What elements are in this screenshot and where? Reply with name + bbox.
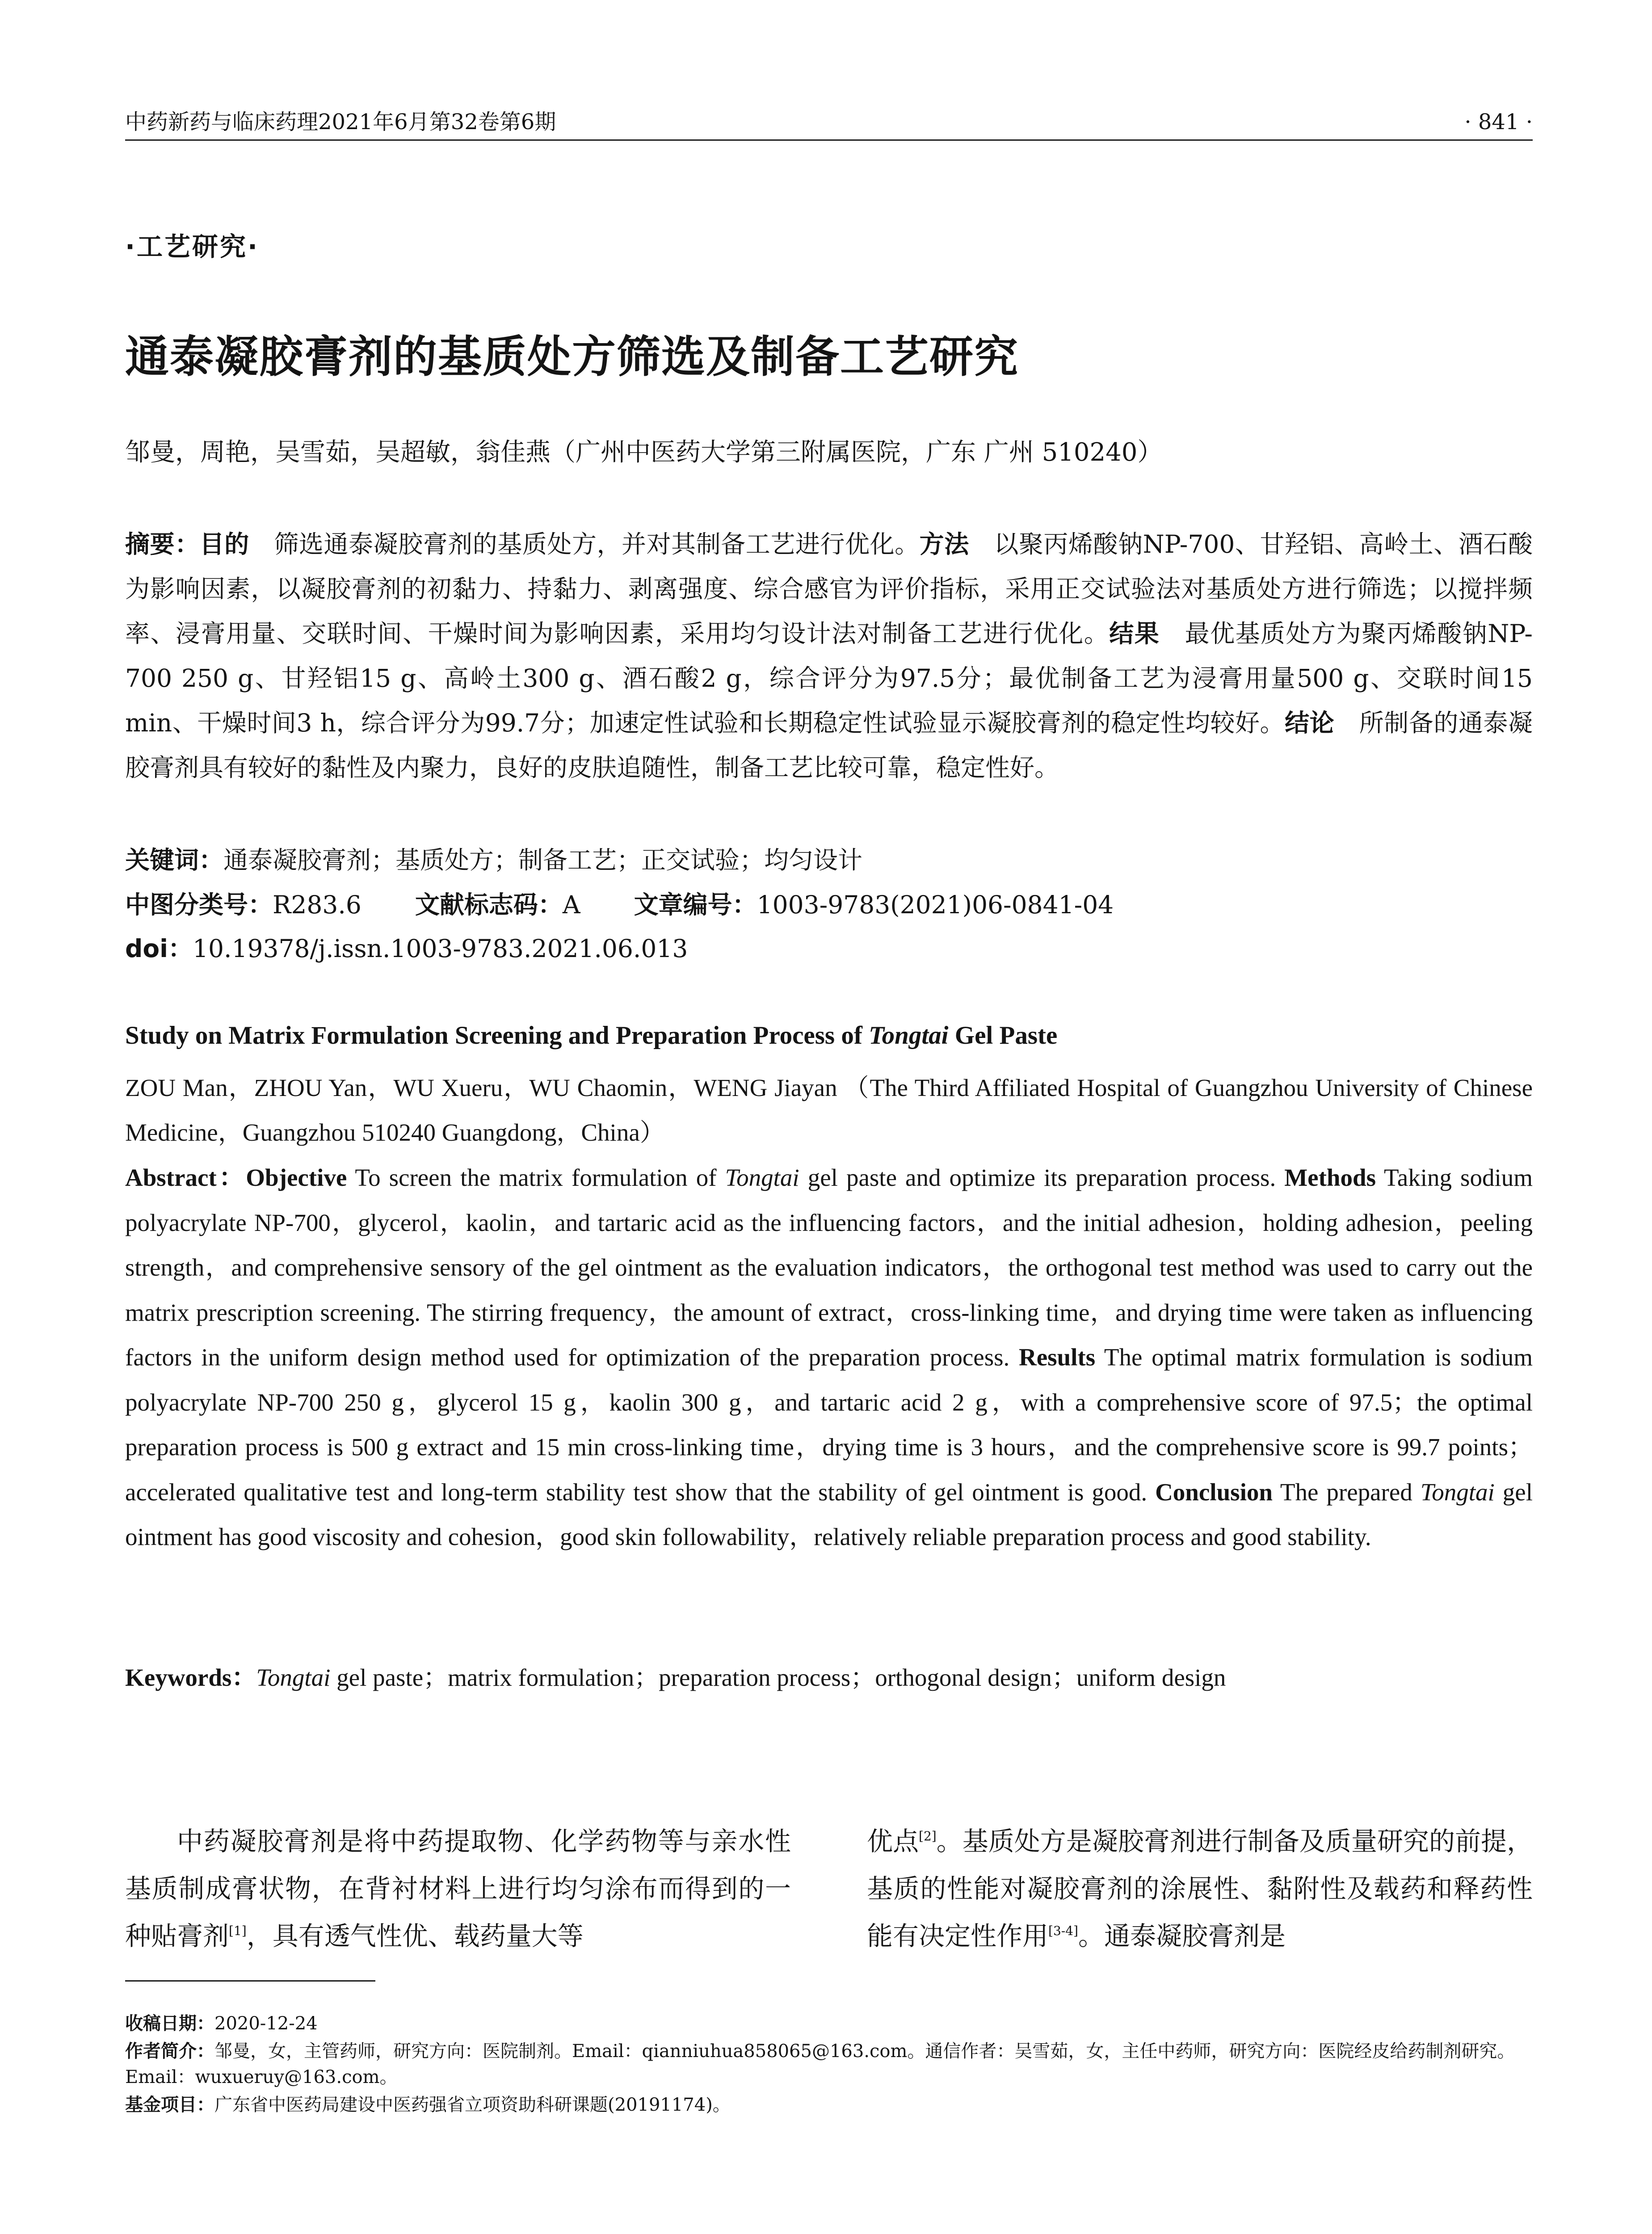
article-no-value: 1003-9783(2021)06-0841-04	[757, 890, 1114, 919]
methods-en-label: Methods	[1284, 1164, 1376, 1191]
methods-en-text: Taking sodium polyacrylate NP-700，glycerol，kaolin，and tartaric acid as the influencing factors，and the initial adhesion，holding adhesion，peeling strength，and comprehensive sensory of the gel ointment as the evaluation indicators，the orthogonal test method was used to carry out the matrix prescription screening. The stirring frequency，the amount of extract，cross-linking time，and drying time were taken as influencing factors in the uniform design method used for optimization of the preparation process.	[125, 1164, 1533, 1371]
doc-code-label: 文献标志码：	[415, 890, 563, 919]
keywords-en-italic: Tongtai	[256, 1664, 331, 1691]
results-label: 结果	[1109, 619, 1160, 648]
methods-label: 方法	[919, 530, 969, 558]
classification-line	[125, 885, 1114, 925]
keywords-en-text: gel paste；matrix formulation；preparation process；orthogonal design；uniform design	[330, 1664, 1226, 1691]
conclusion-label: 结论	[1285, 709, 1335, 737]
received-note	[125, 2011, 1533, 2037]
received-date: 2020-12-24	[214, 2013, 318, 2034]
conclusion-en-label: Conclusion	[1155, 1478, 1273, 1506]
body-column-right	[867, 1818, 1533, 1960]
journal-page	[125, 0, 1533, 2234]
objective-en-label: Objective	[246, 1164, 347, 1191]
methods-text: 以聚丙烯酸钠NP-700、甘羟铝、高岭土、酒石酸为影响因素，以凝胶膏剂的初黏力、持黏力、剥离强度、综合感官为评价指标，采用正交试验法对基质处方进行筛选；以搅拌频率、浸膏用量、交联时间、干燥时间为影响因素，采用均匀设计法对制备工艺进行优化。	[125, 530, 1533, 648]
keywords-zh-label: 关键词：	[125, 846, 224, 874]
english-title-main: Study on Matrix Formulation Screening and Preparation Process of	[125, 1021, 869, 1050]
clc-label: 中图分类号：	[125, 890, 273, 919]
clc-value: R283.6	[273, 890, 362, 919]
journal-name: 中药新药与临床药理2021年6月第32卷第6期	[125, 109, 556, 134]
body-left-text-b: ，具有透气性优、载药量大等	[246, 1921, 584, 1951]
body-right-text-a: 优点	[867, 1826, 919, 1856]
conclusion-en-pre: The prepared	[1272, 1478, 1421, 1506]
article-no-label: 文章编号：	[634, 890, 757, 919]
citation-1[interactable]: [1]	[229, 1923, 247, 1938]
objective-en-pre: To screen the matrix formulation of	[347, 1164, 725, 1191]
doi-value: 10.19378/j.issn.1003-9783.2021.06.013	[193, 934, 688, 963]
header-rule	[125, 139, 1533, 141]
article-title: 通泰凝胶膏剂的基质处方筛选及制备工艺研究	[125, 332, 1019, 382]
abstract-label: 摘要：	[125, 530, 200, 558]
conclusion-en-italic: Tongtai	[1420, 1478, 1495, 1506]
english-title-end: Gel Paste	[948, 1021, 1058, 1050]
results-en-label: Results	[1019, 1344, 1096, 1371]
citation-2[interactable]: [2]	[919, 1829, 937, 1843]
keywords-zh-text: 通泰凝胶膏剂；基质处方；制备工艺；正交试验；均匀设计	[223, 846, 863, 874]
page-number: · 841 ·	[1464, 109, 1533, 134]
author-note	[125, 2038, 1533, 2090]
conclusion-en-post: gel ointment has good viscosity and cohesion，good skin followability，relatively reliable preparation process and good stability.	[125, 1478, 1533, 1550]
english-authors: ZOU Man，ZHOU Yan，WU Xueru，WU Chaomin，WENG Jiayan （The Third Affiliated Hospital of Guangzhou University of Chinese Medicine，Guangzhou 510240 Guangdong，China）	[125, 1074, 1533, 1146]
english-abstract	[125, 1155, 1533, 1560]
english-title-italic: Tongtai	[869, 1021, 949, 1050]
doc-code-value: A	[562, 890, 580, 919]
objective-en-italic: Tongtai	[725, 1164, 799, 1191]
body-right-text-c: 。通泰凝胶膏剂是	[1078, 1921, 1286, 1951]
results-en-text: The optimal matrix formulation is sodium polyacrylate NP-700 250 g，glycerol 15 g，kaolin 300 g，and tartaric acid 2 g，with a comprehensive score of 97.5；the optimal preparation process is 500 g extract and 15 min cross-linking time，drying time is 3 hours，and the comprehensive score is 99.7 points；accelerated qualitative test and long-term stability test show that the stability of gel ointment is good.	[125, 1344, 1533, 1506]
keywords-zh	[125, 840, 862, 880]
objective-text: 筛选通泰凝胶膏剂的基质处方，并对其制备工艺进行优化。	[273, 530, 920, 558]
fund-text: 广东省中医药局建设中医药强省立项资助科研课题(20191174)。	[214, 2095, 731, 2115]
objective-en-post: gel paste and optimize its preparation process.	[799, 1164, 1285, 1191]
citation-3-4[interactable]: [3-4]	[1048, 1923, 1078, 1938]
fund-label: 基金项目：	[125, 2095, 214, 2115]
body-column-left	[125, 1818, 791, 1960]
keywords-en-label: Keywords：	[125, 1664, 256, 1691]
author-note-text: 邹曼，女，主管药师，研究方向：医院制剂。Email：qianniuhua858065@163.com。通信作者：吴雪茹，女，主任中药师，研究方向：医院经皮给药制剂研究。Email：wuxueruy@163.com。	[125, 2041, 1515, 2087]
author-affiliation-line: 邹曼，周艳，吴雪茹，吴超敏，翁佳燕（广州中医药大学第三附属医院，广东 广州 510240）	[125, 438, 1163, 467]
english-title	[125, 1021, 1057, 1050]
doi-line	[125, 928, 688, 969]
column-tag: ·工艺研究·	[125, 231, 260, 262]
objective-label: 目的	[199, 530, 249, 558]
keywords-en	[125, 1658, 1226, 1693]
footnote-rule	[125, 1980, 375, 1982]
doi-label: doi：	[125, 934, 193, 963]
received-label: 收稿日期：	[125, 2013, 214, 2034]
abstract-en-label: Abstract：	[125, 1164, 246, 1191]
fund-note	[125, 2092, 1533, 2118]
chinese-abstract	[125, 522, 1533, 790]
footnotes	[125, 2011, 1533, 2120]
body-left-text-a: 中药凝胶膏剂是将中药提取物、化学药物等与亲水性基质制成膏状物，在背衬材料上进行均匀涂布而得到的一种贴膏剂	[125, 1826, 791, 1951]
author-note-label: 作者简介：	[125, 2041, 214, 2062]
body-right-text-b: 。基质处方是凝胶膏剂进行制备及质量研究的前提，基质的性能对凝胶膏剂的涂展性、黏附性及载药和释药性能有决定性作用	[867, 1826, 1533, 1951]
conclusion-text: 所制备的通泰凝胶膏剂具有较好的黏性及内聚力，良好的皮肤追随性，制备工艺比较可靠，稳定性好。	[125, 709, 1533, 782]
results-text: 最优基质处方为聚丙烯酸钠NP-700 250 g、甘羟铝15 g、高岭土300 g、酒石酸2 g，综合评分为97.5分；最优制备工艺为浸膏用量500 g、交联时间15 min、干燥时间3 h，综合评分为99.7分；加速定性试验和长期稳定性试验显示凝胶膏剂的稳定性均较好。	[125, 619, 1533, 737]
running-header	[125, 106, 1533, 138]
